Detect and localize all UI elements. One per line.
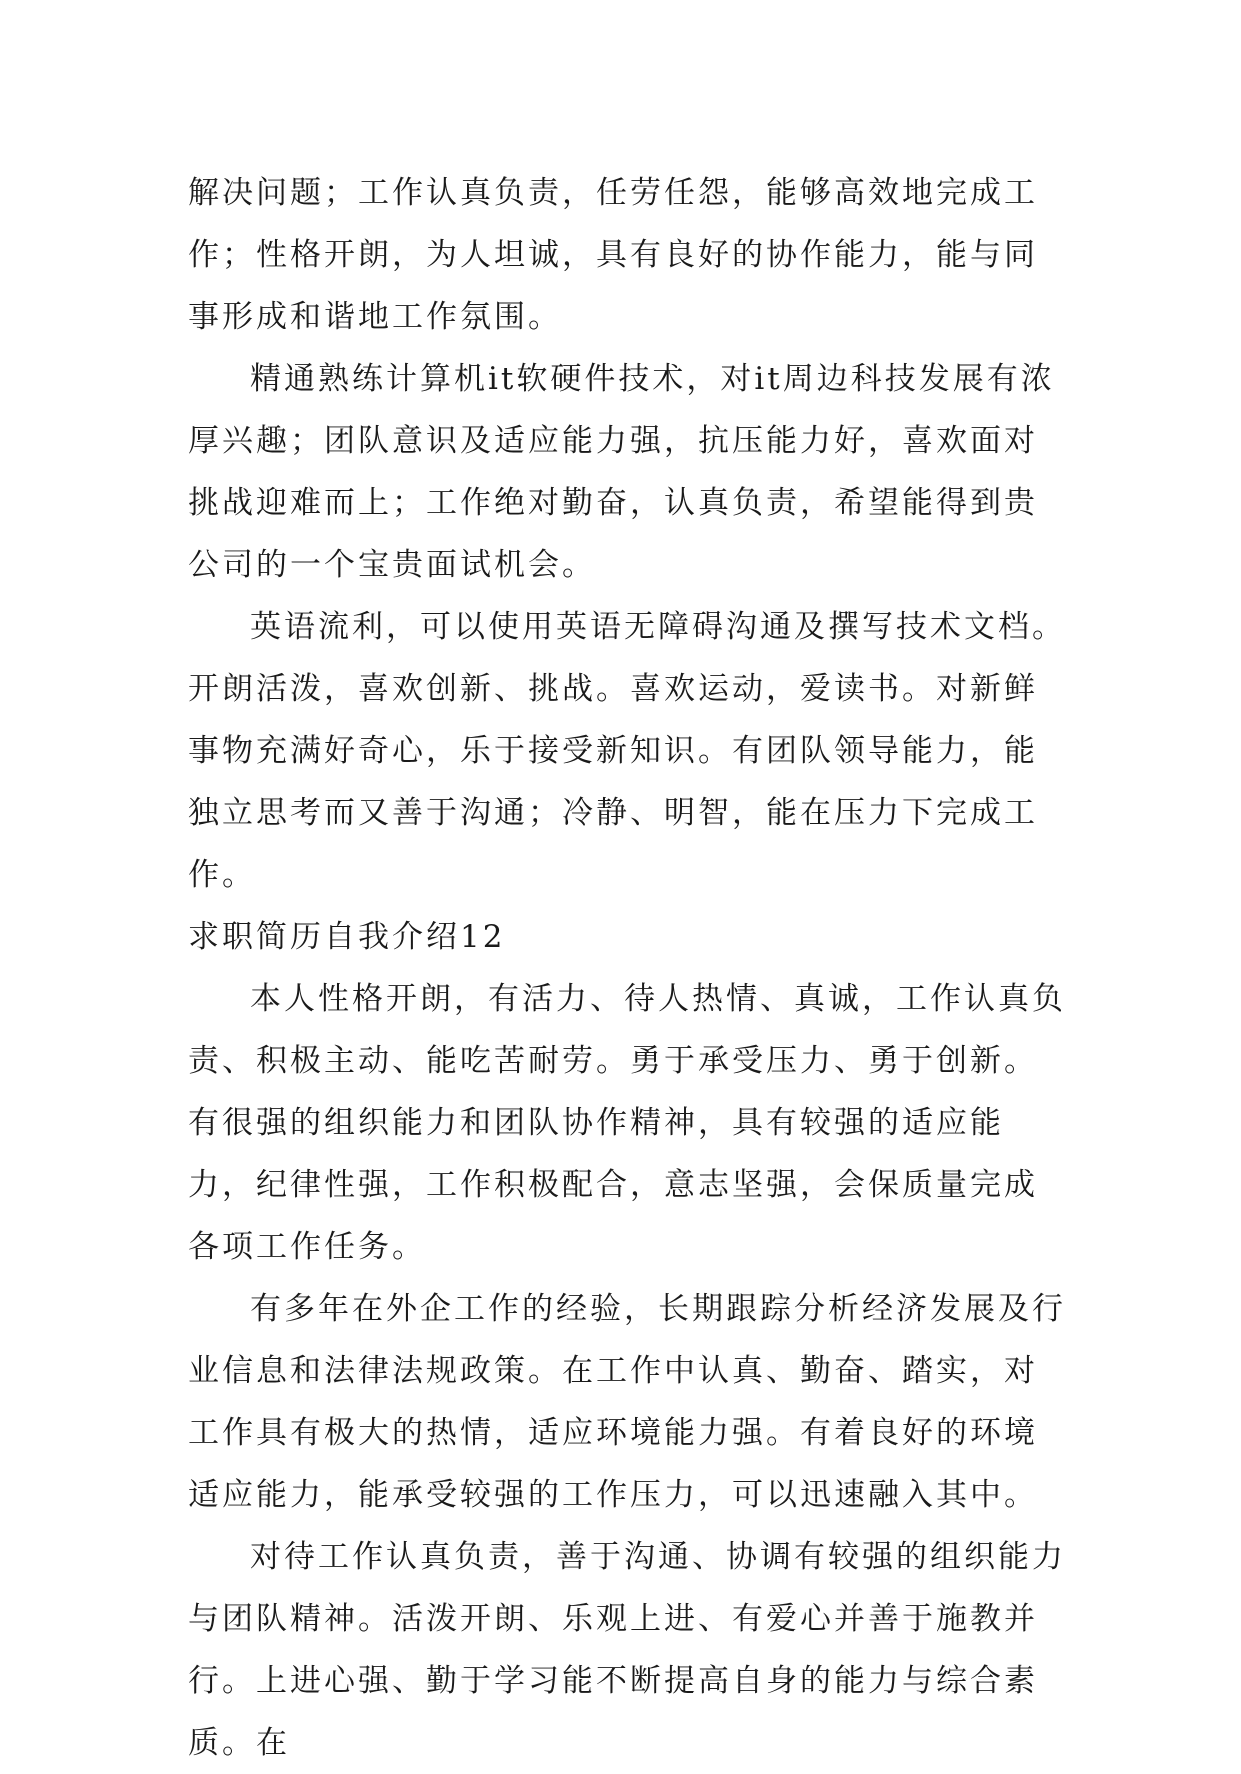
- paragraph-personality: 本人性格开朗，有活力、待人热情、真诚，工作认真负责、积极主动、能吃苦耐劳。勇于承受压力、勇于创新。有很强的组织能力和团队协作精神，具有较强的适应能力，纪律性强，工作积极配合，意志坚强，会保质量完成各项工作任务。: [188, 981, 1066, 1265]
- paragraph-it-skills: 精通熟练计算机it软硬件技术，对it周边科技发展有浓厚兴趣；团队意识及适应能力强，抗压能力好，喜欢面对挑战迎难而上；工作绝对勤奋，认真负责，希望能得到贵公司的一个宝贵面试机会。: [188, 361, 1055, 583]
- document-body: [188, 162, 1068, 1774]
- paragraph-attitude: 对待工作认真负责，善于沟通、协调有较强的组织能力与团队精神。活泼开朗、乐观上进、有爱心并善于施教并行。上进心强、勤于学习能不断提高自身的能力与综合素质。在: [188, 1539, 1066, 1761]
- paragraph-english: 英语流利，可以使用英语无障碍沟通及撰写技术文档。开朗活泼，喜欢创新、挑战。喜欢运动，爱读书。对新鲜事物充满好奇心，乐于接受新知识。有团队领导能力，能独立思考而又善于沟通；冷静、明智，能在压力下完成工作。: [188, 609, 1066, 893]
- section-title: 求职简历自我介绍12: [188, 919, 506, 955]
- paragraph-experience: 有多年在外企工作的经验，长期跟踪分析经济发展及行业信息和法律法规政策。在工作中认真、勤奋、踏实，对工作具有极大的热情，适应环境能力强。有着良好的环境适应能力，能承受较强的工作压力，可以迅速融入其中。: [188, 1291, 1066, 1513]
- paragraph-continuation: 解决问题；工作认真负责，任劳任怨，能够高效地完成工作；性格开朗，为人坦诚，具有良好的协作能力，能与同事形成和谐地工作氛围。: [188, 175, 1038, 335]
